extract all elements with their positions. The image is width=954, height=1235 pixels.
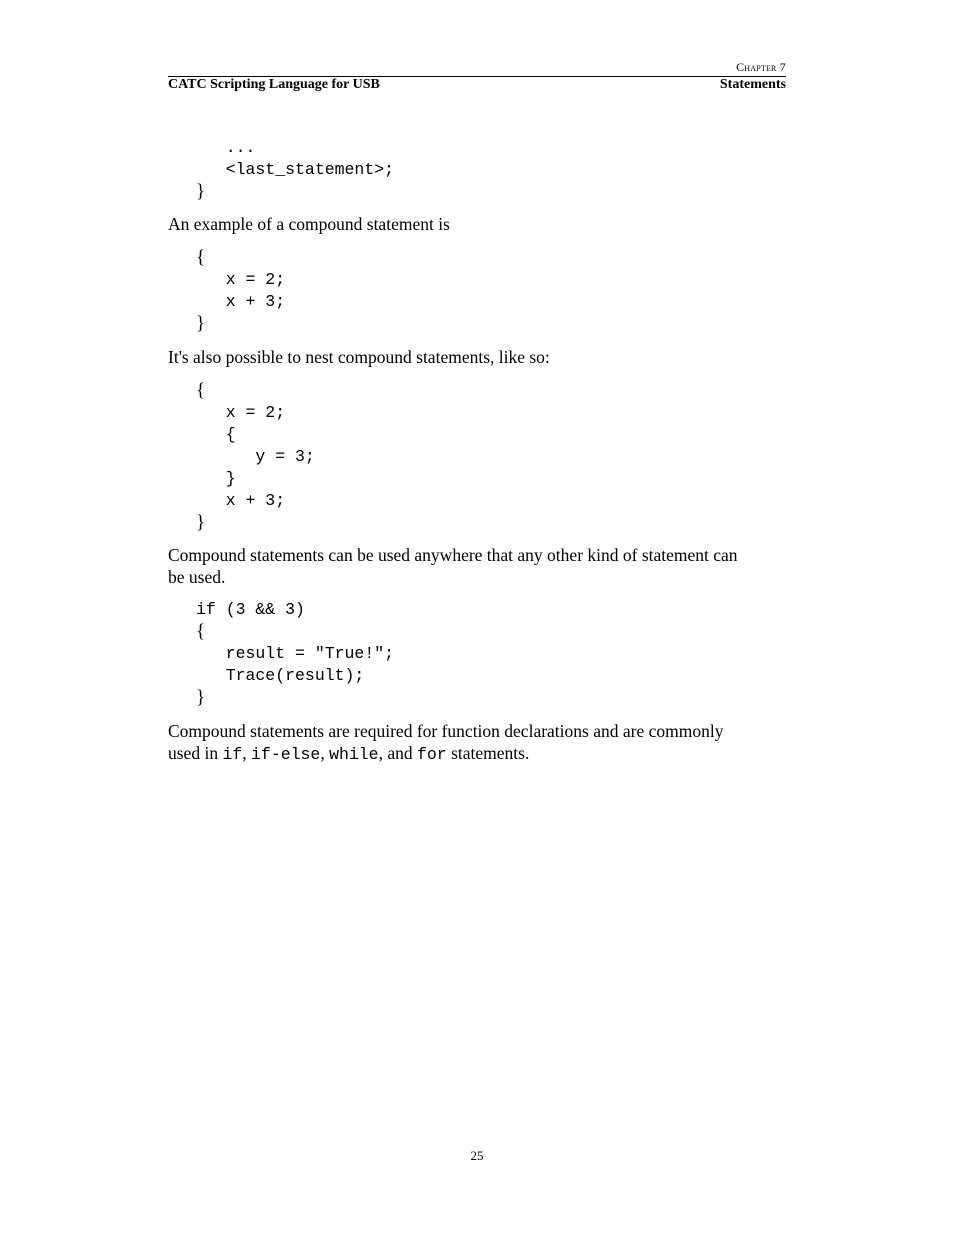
keyword-if: if bbox=[222, 745, 243, 764]
code-listing bbox=[196, 599, 394, 709]
keyword-if-else: if-else bbox=[251, 745, 321, 764]
code-line: } bbox=[196, 313, 206, 334]
code-line: } bbox=[196, 469, 236, 488]
paragraph-nesting-intro: It's also possible to nest compound statements, like so: bbox=[168, 347, 550, 367]
separator: , bbox=[320, 743, 330, 763]
separator: , bbox=[242, 743, 252, 763]
paragraph-line-prefix: used in bbox=[168, 743, 223, 763]
code-line: if (3 && 3) bbox=[196, 600, 305, 619]
running-header bbox=[168, 60, 786, 94]
chapter-label: Chapter 7 bbox=[736, 60, 786, 74]
code-line: x + 3; bbox=[196, 491, 286, 510]
paragraph-usage bbox=[168, 544, 788, 588]
document-title: CATC Scripting Language for USB bbox=[168, 77, 380, 92]
code-line: y = 3; bbox=[196, 447, 315, 466]
section-title: Statements bbox=[719, 77, 786, 92]
code-listing bbox=[196, 380, 315, 534]
paragraph-requirements bbox=[168, 720, 788, 766]
page-number: 25 bbox=[470, 1148, 484, 1163]
paragraph-line: be used. bbox=[168, 567, 226, 587]
code-line: { bbox=[196, 425, 236, 444]
code-line: <last_statement>; bbox=[196, 160, 395, 179]
paragraph-compound-example-intro: An example of a compound statement is bbox=[168, 214, 450, 234]
code-line: } bbox=[196, 512, 206, 533]
code-line: x = 2; bbox=[196, 403, 286, 422]
code-line: x = 2; bbox=[196, 270, 286, 289]
code-line: { bbox=[196, 247, 206, 268]
code-line: result = "True!"; bbox=[196, 644, 395, 663]
separator: , and bbox=[378, 743, 417, 763]
code-line: } bbox=[196, 687, 206, 708]
code-line: Trace(result); bbox=[196, 666, 365, 685]
keyword-for: for bbox=[417, 745, 447, 764]
code-line: } bbox=[196, 181, 206, 202]
paragraph-line-suffix: statements. bbox=[446, 743, 530, 763]
code-line: { bbox=[196, 380, 206, 401]
code-listing bbox=[196, 137, 394, 203]
paragraph-line: Compound statements can be used anywhere that any other kind of statement can bbox=[168, 545, 738, 565]
paragraph-line: Compound statements are required for function declarations and are commonly bbox=[168, 721, 724, 741]
code-line: ... bbox=[196, 138, 256, 157]
code-line: x + 3; bbox=[196, 292, 286, 311]
code-listing bbox=[196, 247, 285, 335]
code-line: { bbox=[196, 621, 206, 642]
keyword-while: while bbox=[329, 745, 379, 764]
